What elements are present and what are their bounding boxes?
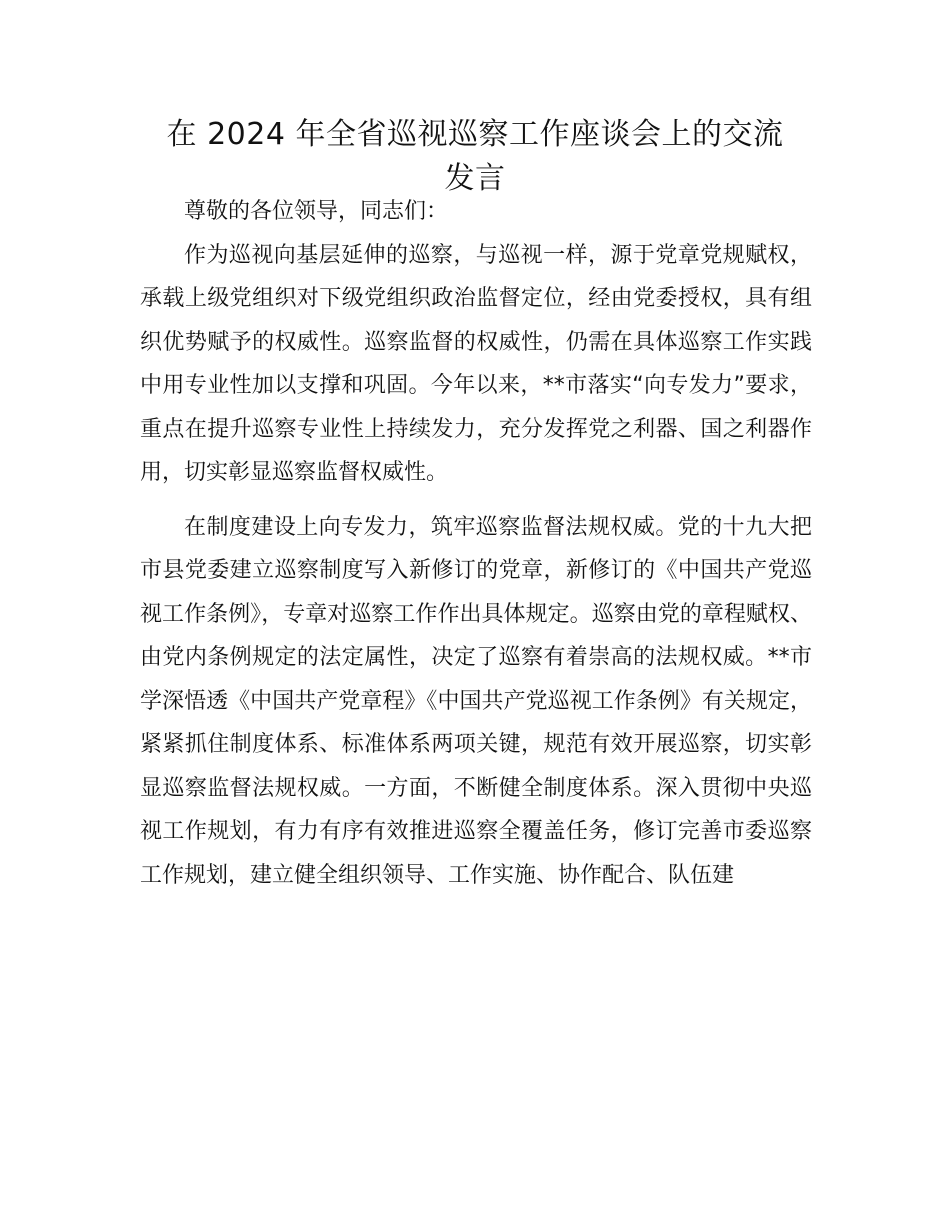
paragraph-2: 在制度建设上向专发力，筑牢巡察监督法规权威。党的十九大把市县党委建立巡察制度写入新修订的党章，新修订的《中国共产党巡视工作条例》，专章对巡察工作作出具体规定。巡察由党的章程赋权、由党内条例规定的法定属性，决定了巡察有着崇高的法规权威。**市学深悟透《中国共产党章程》《中国共产党巡视工作条例》有关规定，紧紧抓住制度体系、标准体系两项关键，规范有效开展巡察，切实彰显巡察监督法规权威。一方面，不断健全制度体系。深入贯彻中央巡视工作规划，有力有序有效推进巡察全覆盖任务，修订完善市委巡察工作规划，建立健全组织领导、工作实施、协作配合、队伍建 [140,514,812,888]
title-line-2: 发言 [444,161,506,196]
salutation: 尊敬的各位领导，同志们： [184,199,449,224]
paragraph-1: 作为巡视向基层延伸的巡察，与巡视一样，源于党章党规赋权，承载上级党组织对下级党组织政治监督定位，经由党委授权，具有组织优势赋予的权威性。巡察监督的权威性，仍需在具体巡察工作实践中用专业性加以支撑和巩固。今年以来，**市落实“向专发力”要求，重点在提升巡察专业性上持续发力，充分发挥党之利器、国之利器作用，切实彰显巡察监督权威性。 [140,242,812,485]
title-line-1: 在 2024 年全省巡视巡察工作座谈会上的交流 [166,117,784,152]
document-body [140,190,812,897]
document-title [140,113,810,201]
